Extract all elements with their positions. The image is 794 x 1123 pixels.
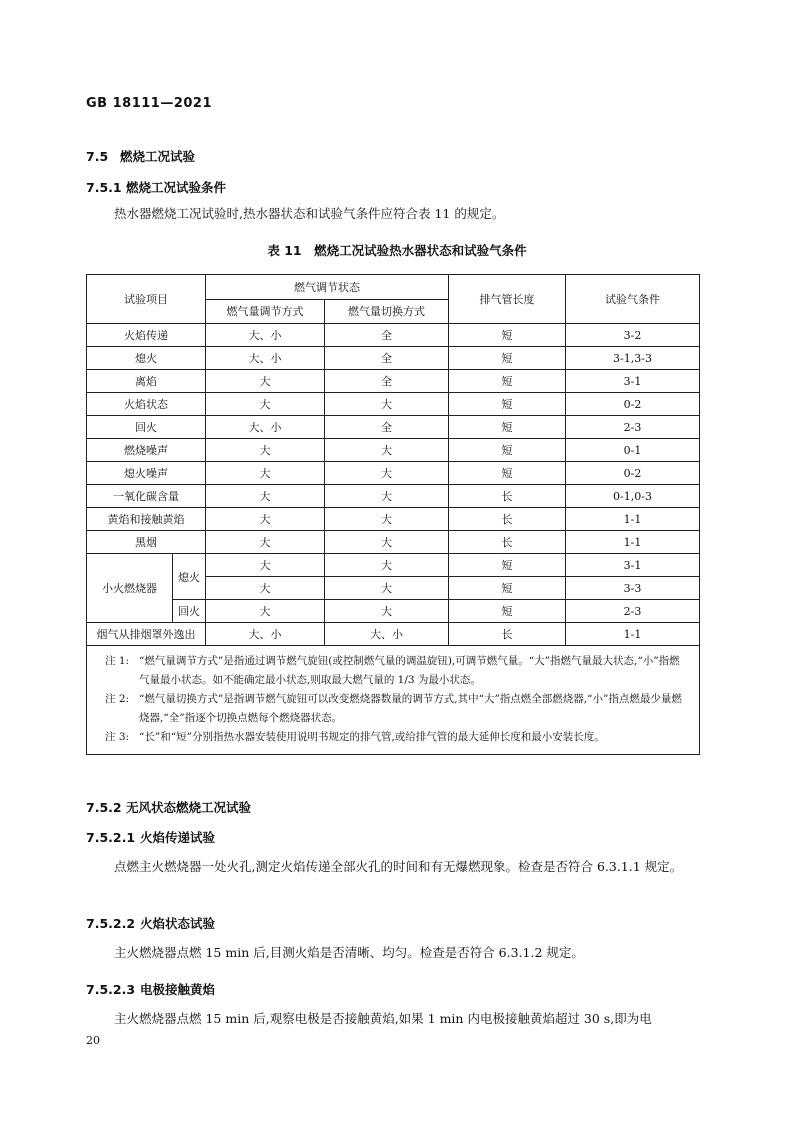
table-header-row (87, 275, 700, 300)
table-cell: 大 (206, 370, 325, 393)
table-cell: 回火 (87, 416, 206, 439)
table-cell: 大 (206, 462, 325, 485)
table-cell: 1-1 (566, 531, 700, 554)
section-number: 7.5.2.3 (86, 982, 136, 997)
table-cell: 大 (206, 485, 325, 508)
table-cell: 2-3 (566, 416, 700, 439)
table-cell: 短 (449, 324, 566, 347)
table-cell: 大、小 (325, 623, 449, 646)
table-cell: 大 (206, 554, 325, 577)
table-cell: 大 (206, 508, 325, 531)
table-cell: 一氧化碳含量 (87, 485, 206, 508)
table-cell: 大 (325, 393, 449, 416)
table-cell: 大 (325, 462, 449, 485)
table-note (105, 728, 689, 747)
table-row (87, 600, 700, 623)
table-row (87, 370, 700, 393)
table-cell: 短 (449, 393, 566, 416)
section-title: 燃烧工况试验 (120, 149, 196, 164)
section-title: 火焰状态试验 (140, 916, 216, 931)
header-cell: 试验气条件 (566, 275, 700, 324)
table-row (87, 393, 700, 416)
section-7-5-heading (86, 147, 195, 165)
section-7-5-2-2-heading (86, 914, 215, 932)
section-title: 电极接触黄焰 (140, 982, 216, 997)
table-cell: 大、小 (206, 324, 325, 347)
table-cell: 大 (206, 600, 325, 623)
table-row (87, 623, 700, 646)
table-row (87, 531, 700, 554)
table-cell: 0-2 (566, 393, 700, 416)
table-cell: 小火燃烧器 (87, 554, 173, 623)
table-cell: 长 (449, 623, 566, 646)
section-7-5-2-1-heading (86, 828, 215, 846)
table-cell: 火焰传递 (87, 324, 206, 347)
table-cell: 大、小 (206, 623, 325, 646)
table-cell: 大 (325, 531, 449, 554)
note-label: 注 1: (105, 655, 130, 667)
table-note (105, 690, 689, 728)
note-text: “燃气量调节方式”是指通过调节燃气旋钮(或控制燃气量的调温旋钮),可调节燃气量。“大”指燃气量最大状态,“小”指燃气量最小状态。如不能确定最小状态,则取最大燃气量的 1/3 为最小状态。 (139, 655, 680, 686)
table-cell: 3-1,3-3 (566, 347, 700, 370)
standard-number: GB 18111—2021 (86, 96, 213, 111)
table-cell: 大 (325, 577, 449, 600)
table-cell: 大 (325, 508, 449, 531)
table-cell: 3-1 (566, 370, 700, 393)
table-row (87, 324, 700, 347)
table-row (87, 508, 700, 531)
table-cell: 3-3 (566, 577, 700, 600)
note-text: “长”和“短”分别指热水器安装使用说明书规定的排气管,或给排气管的最大延伸长度和最小安装长度。 (139, 731, 605, 743)
table-cell: 大、小 (206, 416, 325, 439)
table-cell: 火焰状态 (87, 393, 206, 416)
table-cell: 长 (449, 485, 566, 508)
table-cell: 1-1 (566, 623, 700, 646)
section-7-5-2-heading (86, 798, 251, 816)
section-number: 7.5.2.2 (86, 916, 136, 931)
paragraph-7-5-2-3: 主火燃烧器点燃 15 min 后,观察电极是否接触黄焰,如果 1 min 内电极接触黄焰超过 30 s,即为电 (114, 1011, 652, 1026)
table-cell: 0-1,0-3 (566, 485, 700, 508)
header-cell: 排气管长度 (449, 275, 566, 324)
table-cell: 2-3 (566, 600, 700, 623)
header-cell: 试验项目 (87, 275, 206, 324)
table-cell: 短 (449, 416, 566, 439)
table-cell: 大 (206, 393, 325, 416)
section-number: 7.5.2 (86, 800, 122, 815)
table-row (87, 462, 700, 485)
note-label: 注 3: (105, 731, 130, 743)
table-cell: 全 (325, 347, 449, 370)
table-cell: 熄火噪声 (87, 462, 206, 485)
table-cell: 大 (206, 577, 325, 600)
table-cell: 大、小 (206, 347, 325, 370)
table-cell: 熄火 (173, 554, 206, 600)
table-caption: 表 11 燃烧工况试验热水器状态和试验气条件 (267, 243, 527, 258)
table-cell: 1-1 (566, 508, 700, 531)
page-number: 20 (86, 1034, 100, 1047)
table-cell: 全 (325, 370, 449, 393)
note-label: 注 2: (105, 693, 130, 705)
table-row (87, 416, 700, 439)
table-row (87, 347, 700, 370)
table-cell: 燃烧噪声 (87, 439, 206, 462)
section-number: 7.5.1 (86, 180, 122, 195)
section-7-5-2-3-heading (86, 980, 215, 998)
table-cell: 短 (449, 347, 566, 370)
table-cell: 长 (449, 531, 566, 554)
table-cell: 全 (325, 324, 449, 347)
table-cell: 大 (206, 531, 325, 554)
table-cell: 大 (206, 439, 325, 462)
table-cell: 烟气从排烟罩外逸出 (87, 623, 206, 646)
header-cell: 燃气调节状态 (206, 275, 449, 300)
table-cell: 长 (449, 508, 566, 531)
section-number: 7.5.2.1 (86, 830, 136, 845)
table-cell: 0-2 (566, 462, 700, 485)
table-notes (87, 646, 700, 755)
table-cell: 大 (325, 485, 449, 508)
table-cell: 短 (449, 462, 566, 485)
table-cell: 3-2 (566, 324, 700, 347)
table-cell: 熄火 (87, 347, 206, 370)
table-row (87, 439, 700, 462)
table-cell: 大 (325, 600, 449, 623)
table-cell: 离焰 (87, 370, 206, 393)
section-title: 无风状态燃烧工况试验 (126, 800, 252, 815)
table-cell: 短 (449, 554, 566, 577)
table-notes-row (87, 646, 700, 755)
table-cell: 3-1 (566, 554, 700, 577)
table-row (87, 554, 700, 577)
table-cell: 短 (449, 577, 566, 600)
table-cell: 黄焰和接触黄焰 (87, 508, 206, 531)
burning-condition-table (86, 274, 700, 755)
header-cell: 燃气量调节方式 (206, 299, 325, 324)
header-cell: 燃气量切换方式 (325, 299, 449, 324)
note-text: “燃气量切换方式”是指调节燃气旋钮可以改变燃烧器数量的调节方式,其中“大”指点燃全部燃烧器,“小”指点燃最少量燃烧器,“全”指逐个切换点燃每个燃烧器状态。 (139, 693, 682, 724)
section-title: 燃烧工况试验条件 (126, 180, 227, 195)
table-row (87, 485, 700, 508)
table-cell: 回火 (173, 600, 206, 623)
paragraph-7-5-2-1: 点燃主火燃烧器一处火孔,测定火焰传递全部火孔的时间和有无爆燃现象。检查是否符合 6.3.1.1 规定。 (114, 859, 683, 874)
table-cell: 0-1 (566, 439, 700, 462)
table-cell: 短 (449, 370, 566, 393)
table-cell: 黑烟 (87, 531, 206, 554)
paragraph-7-5-1: 热水器燃烧工况试验时,热水器状态和试验气条件应符合表 11 的规定。 (114, 206, 505, 221)
section-number: 7.5 (86, 149, 109, 164)
section-7-5-1-heading (86, 178, 226, 196)
table-note (105, 652, 689, 690)
table-cell: 短 (449, 439, 566, 462)
table-cell: 全 (325, 416, 449, 439)
table-cell: 大 (325, 439, 449, 462)
table-cell: 大 (325, 554, 449, 577)
paragraph-7-5-2-2: 主火燃烧器点燃 15 min 后,目测火焰是否清晰、均匀。检查是否符合 6.3.1.2 规定。 (114, 945, 584, 960)
table-cell: 短 (449, 600, 566, 623)
section-title: 火焰传递试验 (140, 830, 216, 845)
